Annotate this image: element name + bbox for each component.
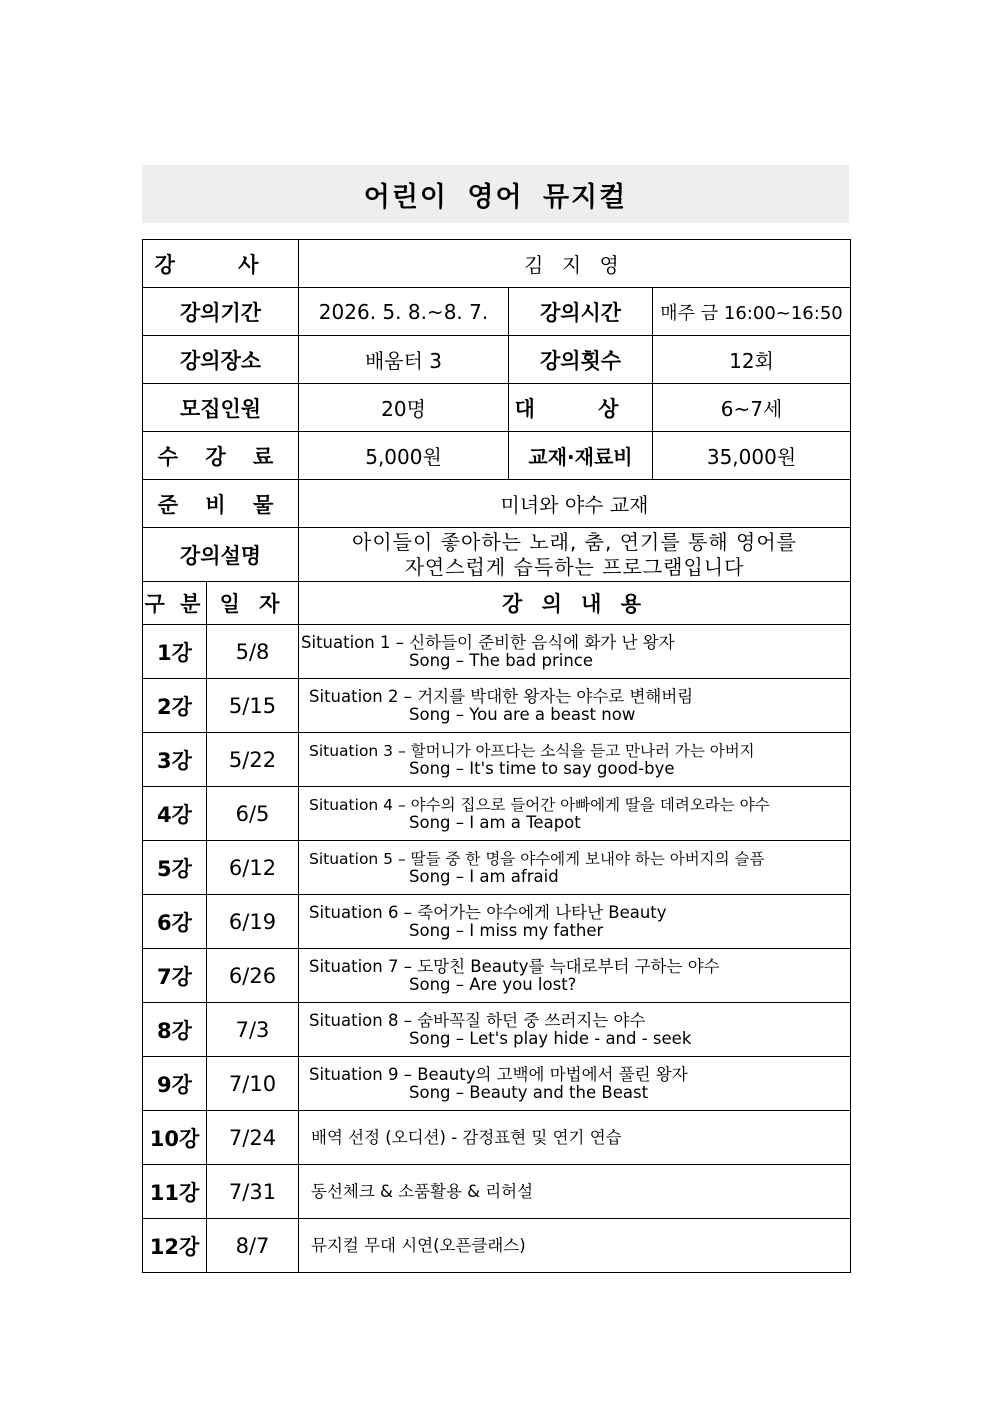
session-number: 4강 — [143, 787, 207, 841]
description-value — [299, 528, 851, 582]
material-fee-label: 교재·재료비 — [509, 432, 653, 480]
instructor-label: 강 사 — [143, 240, 299, 288]
page-title: 어린이 영어 뮤지컬 — [363, 181, 628, 213]
row-supplies — [143, 480, 851, 528]
header-session: 구 분 — [143, 582, 207, 625]
row-capacity — [143, 384, 851, 432]
session-number: 6강 — [143, 895, 207, 949]
session-number: 11강 — [143, 1165, 207, 1219]
header-date: 일 자 — [207, 582, 299, 625]
session-date: 6/5 — [207, 787, 299, 841]
song-text: Song – I miss my father — [409, 920, 604, 940]
session-date: 5/15 — [207, 679, 299, 733]
table-row — [143, 1057, 851, 1111]
time-value: 매주 금 16:00~16:50 — [653, 288, 851, 336]
capacity-value: 20명 — [299, 384, 509, 432]
table-row — [143, 625, 851, 679]
session-date: 6/26 — [207, 949, 299, 1003]
row-place — [143, 336, 851, 384]
table-row — [143, 1111, 851, 1165]
supplies-label: 준 비 물 — [143, 480, 299, 528]
situation-text: Situation 6 – 죽어가는 야수에게 나타난 Beauty — [309, 902, 667, 922]
session-number: 9강 — [143, 1057, 207, 1111]
material-fee-value: 35,000원 — [653, 432, 851, 480]
capacity-label: 모집인원 — [143, 384, 299, 432]
supplies-value: 미녀와 야수 교재 — [299, 480, 851, 528]
session-date: 7/3 — [207, 1003, 299, 1057]
schedule-header-row — [143, 582, 851, 625]
description-line1: 아이들이 좋아하는 노래, 춤, 연기를 통해 영어를 — [352, 529, 797, 554]
target-value: 6~7세 — [653, 384, 851, 432]
description-label: 강의설명 — [143, 528, 299, 582]
situation-text: Situation 1 – 신하들이 준비한 음식에 화가 난 왕자 — [301, 632, 675, 652]
situation-text: Situation 7 – 도망친 Beauty를 늑대로부터 구하는 야수 — [309, 956, 720, 976]
place-label: 강의장소 — [143, 336, 299, 384]
header-content: 강 의 내 용 — [299, 582, 851, 625]
table-row — [143, 895, 851, 949]
session-content — [299, 949, 851, 1003]
table-row — [143, 949, 851, 1003]
situation-text: Situation 2 – 거지를 박대한 왕자는 야수로 변해버림 — [309, 686, 694, 706]
situation-text: Situation 4 – 야수의 집으로 들어간 아빠에게 딸을 데려오라는 야수 — [309, 795, 770, 814]
session-content — [299, 625, 851, 679]
session-date: 7/24 — [207, 1111, 299, 1165]
session-content — [299, 1057, 851, 1111]
session-content: 뮤지컬 무대 시연(오픈클래스) — [299, 1219, 851, 1273]
table-row — [143, 733, 851, 787]
song-text: Song – I am a Teapot — [409, 812, 581, 832]
count-value: 12회 — [653, 336, 851, 384]
song-text: Song – I am afraid — [409, 866, 559, 886]
session-date: 5/22 — [207, 733, 299, 787]
instructor-value: 김 지 영 — [299, 240, 851, 288]
song-text: Song – Beauty and the Beast — [409, 1082, 649, 1102]
course-table — [142, 239, 851, 1273]
place-value: 배움터 3 — [299, 336, 509, 384]
session-content — [299, 679, 851, 733]
session-number: 1강 — [143, 625, 207, 679]
description-line2: 자연스럽게 습득하는 프로그램입니다 — [404, 554, 745, 579]
table-row — [143, 1165, 851, 1219]
song-text: Song – You are a beast now — [409, 704, 636, 724]
title-band — [142, 165, 849, 223]
time-label: 강의시간 — [509, 288, 653, 336]
table-row — [143, 679, 851, 733]
row-fee — [143, 432, 851, 480]
table-row — [143, 1219, 851, 1273]
session-number: 10강 — [143, 1111, 207, 1165]
session-date: 7/31 — [207, 1165, 299, 1219]
song-text: Song – Are you lost? — [409, 974, 577, 994]
table-row — [143, 841, 851, 895]
row-instructor — [143, 240, 851, 288]
session-content — [299, 787, 851, 841]
song-text: Song – Let's play hide - and - seek — [409, 1028, 692, 1048]
count-label: 강의횟수 — [509, 336, 653, 384]
song-text: Song – It's time to say good-bye — [409, 758, 675, 778]
situation-text: Situation 5 – 딸들 중 한 명을 야수에게 보내야 하는 아버지의 슬픔 — [309, 849, 765, 868]
session-date: 8/7 — [207, 1219, 299, 1273]
situation-text: Situation 9 – Beauty의 고백에 마법에서 풀린 왕자 — [309, 1064, 688, 1084]
table-row — [143, 787, 851, 841]
fee-value: 5,000원 — [299, 432, 509, 480]
table-row — [143, 1003, 851, 1057]
session-date: 6/19 — [207, 895, 299, 949]
session-number: 3강 — [143, 733, 207, 787]
fee-label: 수 강 료 — [143, 432, 299, 480]
session-content — [299, 895, 851, 949]
session-number: 7강 — [143, 949, 207, 1003]
period-value: 2026. 5. 8.~8. 7. — [299, 288, 509, 336]
target-label: 대 상 — [509, 384, 653, 432]
session-number: 12강 — [143, 1219, 207, 1273]
period-label: 강의기간 — [143, 288, 299, 336]
situation-text: Situation 3 – 할머니가 아프다는 소식을 듣고 만나러 가는 아버지 — [309, 741, 755, 760]
song-text: Song – The bad prince — [409, 650, 594, 670]
row-description — [143, 528, 851, 582]
session-content — [299, 733, 851, 787]
session-content: 배역 선정 (오디션) - 감정표현 및 연기 연습 — [299, 1111, 851, 1165]
session-date: 7/10 — [207, 1057, 299, 1111]
session-content — [299, 841, 851, 895]
session-number: 5강 — [143, 841, 207, 895]
row-period — [143, 288, 851, 336]
session-number: 8강 — [143, 1003, 207, 1057]
situation-text: Situation 8 – 숨바꼭질 하던 중 쓰러지는 야수 — [309, 1010, 646, 1030]
session-date: 5/8 — [207, 625, 299, 679]
session-date: 6/12 — [207, 841, 299, 895]
session-content — [299, 1003, 851, 1057]
session-number: 2강 — [143, 679, 207, 733]
session-content: 동선체크 & 소품활용 & 리허설 — [299, 1165, 851, 1219]
